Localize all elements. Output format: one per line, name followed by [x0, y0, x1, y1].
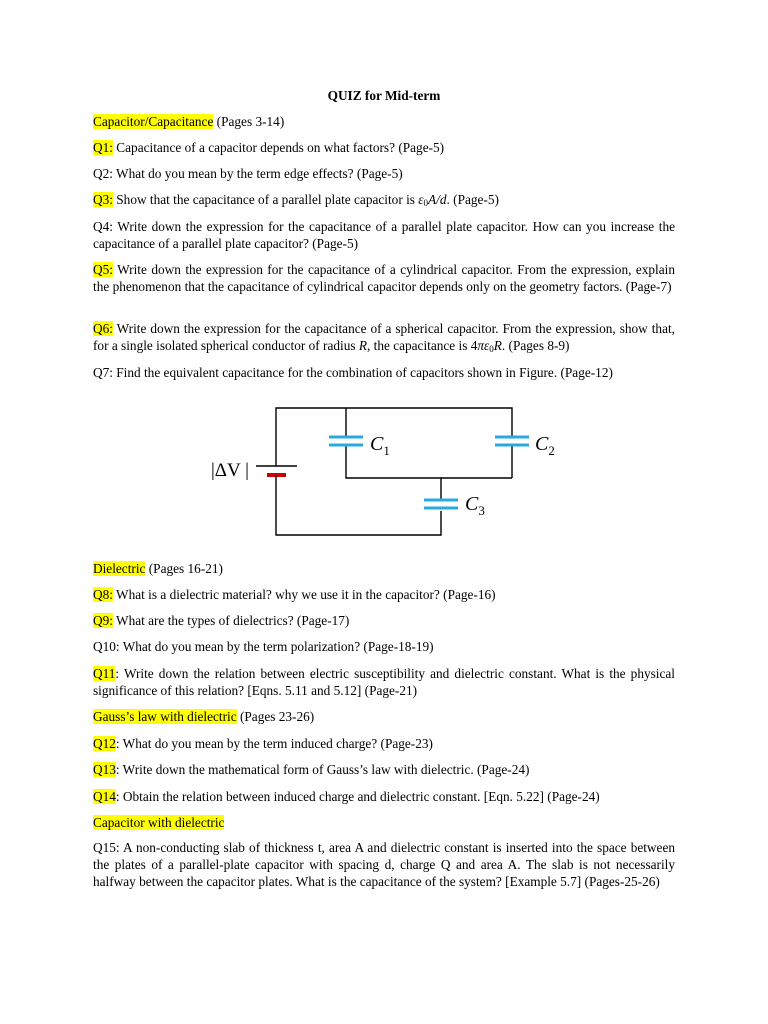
section-label: Dielectric [93, 561, 146, 576]
question-label: Q9: [93, 613, 113, 628]
question-13: Q13: Write down the mathematical form of Gauss’s law with dielectric. (Page-24) [93, 762, 530, 777]
section-label: Capacitor with dielectric [93, 815, 225, 830]
question-2: Q2: What do you mean by the term edge effects? (Page-5) [93, 166, 403, 181]
question-label: Q3: [93, 192, 113, 207]
question-10: Q10: What do you mean by the term polarization? (Page-18-19) [93, 639, 434, 654]
question-label: Q13 [93, 762, 116, 777]
question-label: Q5: [93, 262, 113, 277]
question-11: Q11: Write down the relation between electric susceptibility and dielectric constant. What is the physical significance of this relation? [Eqns. 5.11 and 5.12] (Page-21) [93, 666, 675, 698]
question-label: Q2: [93, 166, 113, 181]
question-12: Q12: What do you mean by the term induced charge? (Page-23) [93, 736, 433, 751]
c1-label: $C_1$ [370, 433, 390, 458]
capacitor-c3 [424, 500, 458, 508]
c3-label: $C_3$ [465, 493, 485, 518]
question-8: Q8: What is a dielectric material? why we use it in the capacitor? (Page-16) [93, 587, 496, 602]
question-9: Q9: What are the types of dielectrics? (Page-17) [93, 613, 350, 628]
section-dielectric-heading: Dielectric (Pages 16-21) [93, 561, 223, 576]
c2-label: $C_2$ [535, 433, 555, 458]
section-label: Capacitor/Capacitance [93, 114, 214, 129]
question-label: Q11 [93, 666, 116, 681]
question-label: Q1: [93, 140, 113, 155]
question-1: Q1: Capacitance of a capacitor depends on what factors? (Page-5) [93, 140, 445, 155]
question-label: Q4: [93, 219, 113, 234]
question-label: Q15 [93, 840, 116, 855]
question-15: Q15: A non-conducting slab of thickness t, area A and dielectric constant is inserted into the space between the plates of a parallel-plate capacitor with spacing d, charge Q and area A. The slab is not necessarily halfway between the capacitor plates. What is the capacitance of the system? [Example 5.7] (Pages-25-26) [93, 840, 675, 889]
section-capacitor-dielectric-heading [93, 814, 675, 831]
section-label: Gauss’s law with dielectric [93, 709, 237, 724]
question-3: Q3: Show that the capacitance of a parallel plate capacitor is $\varepsilon_0A/d$. (Page-5) [93, 192, 499, 208]
voltage-label: |ΔV | [211, 460, 249, 481]
section-gauss-heading: Gauss’s law with dielectric (Pages 23-26) [93, 709, 315, 724]
question-14: Q14: Obtain the relation between induced charge and dielectric constant. [Eqn. 5.22] (Page-24) [93, 789, 600, 804]
question-label: Q8: [93, 587, 113, 602]
section-capacitor-heading: Capacitor/Capacitance (Pages 3-14) [93, 114, 285, 129]
question-label: Q6: [93, 321, 113, 336]
question-label: Q10: [93, 639, 120, 654]
capacitor-c2 [495, 437, 529, 445]
circuit-wires [276, 408, 512, 535]
question-label: Q12 [93, 736, 116, 751]
capacitor-c1 [329, 437, 363, 445]
question-7: Q7: Find the equivalent capacitance for the combination of capacitors shown in Figure. (Page-12) [93, 365, 613, 380]
question-6: Q6: Write down the expression for the capacitance of a spherical capacitor. From the expression, show that, for a single isolated spherical conductor of radius R, the capacitance is $4\pi\varepsilon_0R$. (Pages 8-9) [93, 321, 675, 354]
question-label: Q14 [93, 789, 116, 804]
question-5: Q5: Write down the expression for the capacitance of a cylindrical capacitor. From the expression, explain the phenomenon that the capacitance of cylindrical capacitor depends only on the geometry factors. (Page-7) [93, 262, 675, 294]
page-title: QUIZ for Mid-term [327, 88, 441, 103]
question-4: Q4: Write down the expression for the capacitance of a parallel plate capacitor. How can you increase the capacitance of a parallel plate capacitor? (Page-5) [93, 219, 675, 251]
battery-symbol [256, 442, 297, 481]
question-label: Q7: [93, 365, 113, 380]
